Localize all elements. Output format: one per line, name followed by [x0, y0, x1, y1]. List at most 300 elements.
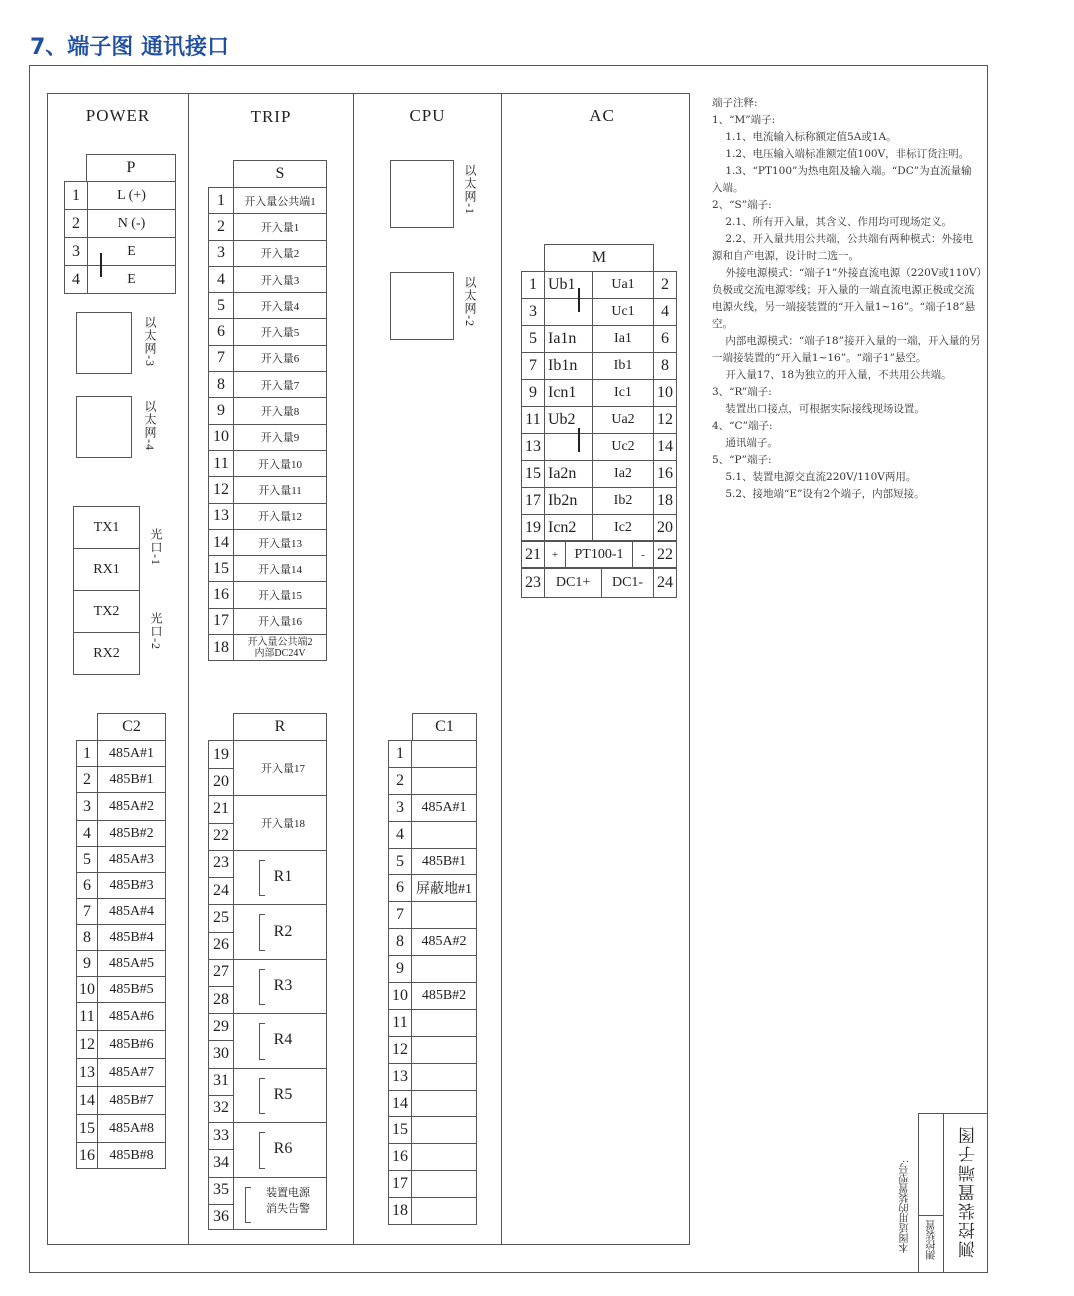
optical-port-block: [73, 506, 140, 675]
ub2-link: [578, 428, 580, 452]
m-dc-row: [521, 567, 677, 598]
column-title-trip: TRIP: [250, 107, 292, 126]
terminal-number: 27: [213, 963, 229, 981]
terminal-label: 开入量公共端1: [234, 188, 327, 214]
row-divider: [209, 932, 233, 933]
note-line: 2.1、所有开入量，其含义、作用均可现场定义。: [712, 216, 953, 228]
terminal-number: 23: [213, 854, 229, 872]
terminal-number: 1: [77, 741, 98, 767]
terminal-number: 4: [654, 299, 677, 326]
terminal-label: Ia2n: [545, 461, 593, 488]
column-title-cpu: CPU: [409, 106, 446, 125]
terminal-label: Ua1: [593, 272, 654, 299]
optical-port-1-label: 光口-1: [149, 528, 163, 566]
terminal-number: 17: [389, 1171, 412, 1198]
terminal-label: [412, 1063, 477, 1090]
ethernet-2-label: 以太网-2: [463, 276, 477, 327]
terminal-number: 15: [77, 1115, 98, 1143]
terminal-label: [412, 1144, 477, 1171]
terminal-label: 485B#4: [98, 925, 166, 951]
c1-row: [389, 875, 477, 902]
c2-row: [77, 1059, 166, 1087]
terminal-label: 屏蔽地#1: [412, 875, 477, 902]
optical-tx2: TX2: [74, 591, 140, 633]
terminal-label: 开入量7: [234, 372, 327, 398]
terminal-label: 485B#2: [412, 983, 477, 1010]
s-row: [209, 345, 327, 371]
terminal-number: 2: [209, 214, 234, 240]
row-divider: [209, 1122, 233, 1123]
divider-cpu-ac: [501, 93, 502, 1245]
terminal-label: E: [88, 238, 176, 266]
terminal-number: 11: [77, 1003, 98, 1031]
ethernet-1-label: 以太网-1: [463, 164, 477, 215]
ethernet-port-2: [390, 272, 454, 340]
row-divider: [209, 795, 233, 796]
m-row: [522, 380, 677, 407]
terminal-number: 14: [654, 434, 677, 461]
relay-label: R3: [273, 976, 293, 994]
relay-label: R1: [273, 868, 293, 886]
terminal-label: [412, 741, 477, 768]
terminal-number: 18: [389, 1198, 412, 1225]
row-divider: [209, 986, 233, 987]
p-row-3: [65, 238, 176, 266]
p-row-4: [65, 266, 176, 294]
terminal-label: 开入量11: [234, 477, 327, 503]
terminal-label: [412, 767, 477, 794]
terminal-label: Ia1: [593, 326, 654, 353]
terminal-label: 开入量9: [234, 424, 327, 450]
terminal-number: 21: [213, 800, 229, 818]
s-row: [209, 503, 327, 529]
c2-row: [77, 1115, 166, 1143]
optical-row: [74, 633, 140, 675]
c2-row: [77, 899, 166, 925]
common-2-label: 开入量公共端2: [247, 636, 313, 648]
terminal-number: 3: [77, 793, 98, 821]
terminal-number: 5: [77, 847, 98, 873]
r-number-divider: [233, 741, 234, 1229]
terminal-label: 开入量14: [234, 556, 327, 582]
terminal-number: 15: [209, 556, 234, 582]
title-block-divider: [943, 1113, 944, 1273]
note-line: 通讯端子。: [712, 437, 778, 449]
terminal-number: 24: [213, 881, 229, 899]
terminal-number: 22: [654, 541, 677, 569]
m-row: [522, 272, 677, 299]
m-row: [522, 434, 677, 461]
terminal-number: 12: [77, 1031, 98, 1059]
terminal-label: Ub1: [545, 272, 593, 299]
terminal-number: 31: [213, 1072, 229, 1090]
terminal-number: 10: [77, 977, 98, 1003]
terminal-number: 15: [389, 1117, 412, 1144]
terminal-label: 开入量5: [234, 319, 327, 345]
terminal-number: 12: [389, 1036, 412, 1063]
terminal-number: 3: [522, 299, 545, 326]
c1-row: [389, 1090, 477, 1117]
terminal-label: [412, 1090, 477, 1117]
s-row: [209, 266, 327, 292]
terminal-label: 485B#3: [98, 873, 166, 899]
c2-row: [77, 767, 166, 793]
dc-plus: DC1+: [545, 568, 602, 598]
terminal-number: 13: [209, 503, 234, 529]
ethernet-port-3: [76, 312, 132, 374]
terminal-number: 34: [213, 1153, 229, 1171]
m-row: [522, 353, 677, 380]
terminal-label: 485A#1: [98, 741, 166, 767]
note-line: 2、“S”端子:: [712, 199, 772, 211]
relay-label: R5: [273, 1085, 293, 1103]
terminal-number: 5: [389, 848, 412, 875]
terminal-number: 7: [77, 899, 98, 925]
c2-block-label: C2: [97, 713, 166, 741]
m-terminal-block: [521, 271, 677, 542]
terminal-number: 3: [65, 238, 88, 266]
terminal-label: Ub2: [545, 407, 593, 434]
row-divider: [209, 768, 233, 769]
internal-dc24v-label: 内部DC24V: [254, 647, 306, 659]
terminal-number: 18: [654, 488, 677, 515]
terminal-label: [545, 299, 593, 326]
p-terminal-block: [64, 181, 176, 294]
terminal-notes: [712, 95, 982, 503]
pt100-plus: +: [545, 541, 566, 569]
relay-label: R4: [273, 1031, 293, 1049]
row-divider: [209, 1013, 233, 1014]
applicable-model-label: 本图适用的装置型号:: [900, 1160, 911, 1253]
terminal-label: Ib2: [593, 488, 654, 515]
c2-row: [77, 977, 166, 1003]
m-row: [522, 515, 677, 542]
terminal-number: 21: [522, 541, 545, 569]
note-line: 2.2、开入量共用公共端，公共端有两种模式：外接电源和自产电源，设计时二选一。: [712, 233, 974, 262]
c2-row: [77, 1143, 166, 1169]
c1-row: [389, 1036, 477, 1063]
note-line: 1.1、电流输入标称额定值5A或1A。: [712, 131, 897, 143]
terminal-number: 4: [65, 266, 88, 294]
terminal-label: 485B#5: [98, 977, 166, 1003]
terminal-number: 8: [209, 372, 234, 398]
c2-row: [77, 951, 166, 977]
terminal-number: 9: [522, 380, 545, 407]
terminal-label: [412, 1117, 477, 1144]
terminal-number: 10: [654, 380, 677, 407]
row-divider: [209, 1204, 233, 1205]
terminal-number: 17: [209, 608, 234, 634]
optical-row: [74, 549, 140, 591]
ethernet-port-1: [390, 160, 454, 228]
terminal-label: [234, 635, 327, 661]
device-name: 测控装置: [927, 1220, 938, 1260]
binary-input-18-label: 开入量18: [261, 817, 305, 830]
terminal-label: Ic2: [593, 515, 654, 542]
c1-row: [389, 956, 477, 983]
optical-row: [74, 507, 140, 549]
ethernet-port-4: [76, 396, 132, 458]
terminal-label: Ib1n: [545, 353, 593, 380]
optical-rx2: RX2: [74, 633, 140, 675]
terminal-label: 485B#2: [98, 821, 166, 847]
terminal-number: 2: [389, 767, 412, 794]
terminal-number: 1: [389, 741, 412, 768]
group-divider: [233, 1177, 327, 1178]
c2-row: [77, 821, 166, 847]
terminal-number: 29: [213, 1017, 229, 1035]
row-divider: [209, 1068, 233, 1069]
terminal-number: 16: [654, 461, 677, 488]
r-block-label: R: [233, 713, 327, 741]
terminal-number: 23: [522, 568, 545, 598]
terminal-number: 2: [654, 272, 677, 299]
p-row-1: [65, 182, 176, 210]
terminal-number: 3: [389, 794, 412, 821]
terminal-label: 开入量16: [234, 608, 327, 634]
row-divider: [209, 959, 233, 960]
c1-row: [389, 1117, 477, 1144]
terminal-label: [412, 1171, 477, 1198]
m-row: [522, 326, 677, 353]
terminal-label: 485B#6: [98, 1031, 166, 1059]
terminal-number: 9: [77, 951, 98, 977]
terminal-label: E: [88, 266, 176, 294]
terminal-label: Uc2: [593, 434, 654, 461]
ethernet-3-label: 以太网-3: [143, 316, 157, 367]
row-divider: [209, 1177, 233, 1178]
terminal-number: 12: [654, 407, 677, 434]
terminal-number: 9: [389, 956, 412, 983]
terminal-number: 4: [389, 821, 412, 848]
terminal-label: 开入量3: [234, 266, 327, 292]
terminal-number: 1: [522, 272, 545, 299]
terminal-label: 485A#7: [98, 1059, 166, 1087]
note-line: 5.1、装置电源交直流220V/110V两用。: [712, 471, 917, 483]
ethernet-4-label: 以太网-4: [143, 400, 157, 451]
terminal-label: [412, 956, 477, 983]
optical-row: [74, 591, 140, 633]
terminal-label: 开入量10: [234, 450, 327, 476]
column-title-ac: AC: [589, 106, 615, 125]
s-block-label: S: [233, 160, 327, 188]
terminal-label: 485A#6: [98, 1003, 166, 1031]
c1-row: [389, 983, 477, 1010]
terminal-number: 3: [209, 240, 234, 266]
row-divider: [209, 850, 233, 851]
terminal-label: [412, 821, 477, 848]
s-row: [209, 450, 327, 476]
note-line: 外接电源模式：“端子1”外接直流电源（220V或110V）负极或交流电源零线；开入量的一端直流电源正极或交流电源火线，另一端接装置的“开入量1~16”。“端子18”悬空。: [712, 267, 982, 330]
terminal-label: [412, 1198, 477, 1225]
terminal-number: 2: [77, 767, 98, 793]
terminal-number: 10: [389, 983, 412, 1010]
terminal-number: 19: [522, 515, 545, 542]
terminal-number: 19: [213, 745, 229, 763]
note-line: 内部电源模式：“端子18”接开入量的一端，开入量的另一端接装置的“开入量1~16”。“端子1”悬空。: [712, 335, 981, 364]
dc-row: [522, 568, 677, 598]
terminal-label: Ib2n: [545, 488, 593, 515]
note-line: 装置出口接点，可根据实际接线现场设置。: [712, 403, 925, 415]
terminal-number: 24: [654, 568, 677, 598]
note-line: 4、“C”端子:: [712, 420, 773, 432]
optical-rx1: RX1: [74, 549, 140, 591]
s-row: [209, 188, 327, 214]
terminal-number: 5: [522, 326, 545, 353]
terminal-label: [545, 434, 593, 461]
terminal-number: 8: [654, 353, 677, 380]
power-loss-alarm-label: [253, 1185, 323, 1217]
terminal-label: 485B#8: [98, 1143, 166, 1169]
terminal-number: 9: [209, 398, 234, 424]
p-block-label: P: [86, 154, 176, 182]
terminal-label: 485A#1: [412, 794, 477, 821]
terminal-label: N (-): [88, 210, 176, 238]
c2-row: [77, 1031, 166, 1059]
s-row: [209, 214, 327, 240]
s-row: [209, 372, 327, 398]
m-row: [522, 488, 677, 515]
terminal-number: 16: [389, 1144, 412, 1171]
terminal-number: 14: [209, 529, 234, 555]
c2-row: [77, 1087, 166, 1115]
terminal-label: Ic1: [593, 380, 654, 407]
terminal-number: 11: [209, 450, 234, 476]
c2-row: [77, 1003, 166, 1031]
terminal-number: 25: [213, 908, 229, 926]
r-terminal-block: [208, 740, 327, 1230]
terminal-label: 开入量6: [234, 345, 327, 371]
terminal-number: 16: [77, 1143, 98, 1169]
m-row: [522, 461, 677, 488]
terminal-number: 5: [209, 293, 234, 319]
terminal-label: 开入量1: [234, 214, 327, 240]
terminal-number: 6: [389, 875, 412, 902]
terminal-label: Ia1n: [545, 326, 593, 353]
c1-row: [389, 821, 477, 848]
divider-power-trip: [188, 93, 189, 1245]
terminal-label: 开入量4: [234, 293, 327, 319]
terminal-number: 35: [213, 1181, 229, 1199]
terminal-number: 4: [77, 821, 98, 847]
terminal-number: 16: [209, 582, 234, 608]
alarm-line-1: 装置电源: [266, 1186, 310, 1199]
note-line: 1、“M”端子:: [712, 114, 776, 126]
c1-row: [389, 1171, 477, 1198]
terminal-number: 18: [209, 635, 234, 661]
s-row: [209, 529, 327, 555]
c2-row: [77, 793, 166, 821]
pt100-row: [522, 541, 677, 569]
s-row: [209, 608, 327, 634]
terminal-label: 485A#4: [98, 899, 166, 925]
terminal-label: [412, 1036, 477, 1063]
c1-row: [389, 1198, 477, 1225]
binary-input-17-label: 开入量17: [261, 763, 305, 776]
terminal-label: 485A#3: [98, 847, 166, 873]
divider-trip-cpu: [353, 93, 354, 1245]
terminal-label: Icn2: [545, 515, 593, 542]
alarm-contact-icon: [245, 1187, 251, 1223]
terminal-number: 10: [209, 424, 234, 450]
terminal-label: 485B#1: [412, 848, 477, 875]
title-block-hline: [918, 1215, 943, 1216]
terminal-number: 26: [213, 936, 229, 954]
row-divider: [209, 1095, 233, 1096]
c2-terminal-block: [76, 740, 166, 1169]
p-row-2: [65, 210, 176, 238]
relay-label: R6: [273, 1140, 293, 1158]
note-line: 1.2、电压输入端标准额定值100V，非标订货注明。: [712, 148, 970, 160]
c1-row: [389, 1009, 477, 1036]
terminal-number: 6: [77, 873, 98, 899]
s-row: [209, 240, 327, 266]
terminal-label: 开入量12: [234, 503, 327, 529]
s-row: [209, 424, 327, 450]
optical-tx1: TX1: [74, 507, 140, 549]
terminal-label: 开入量2: [234, 240, 327, 266]
pt100-label: PT100-1: [566, 541, 633, 569]
note-line: 5.2、接地端“E”设有2个端子，内部短接。: [712, 488, 925, 500]
terminal-label: 485A#2: [98, 793, 166, 821]
relay-label: R2: [273, 922, 293, 940]
terminal-label: Icn1: [545, 380, 593, 407]
terminal-label: L (+): [88, 182, 176, 210]
s-row: [209, 398, 327, 424]
optical-port-2-label: 光口-2: [149, 612, 163, 650]
terminal-number: 1: [209, 188, 234, 214]
terminal-number: 13: [522, 434, 545, 461]
m-row: [522, 299, 677, 326]
terminal-number: 30: [213, 1045, 229, 1063]
terminal-number: 15: [522, 461, 545, 488]
note-line: 1.3、“PT100”为热电阻及输入端。“DC”为直流量输入端。: [712, 165, 972, 194]
s-row: [209, 319, 327, 345]
c1-row: [389, 767, 477, 794]
terminal-label: Ia2: [593, 461, 654, 488]
note-line: 5、“P”端子:: [712, 454, 772, 466]
c1-row: [389, 902, 477, 929]
c1-row: [389, 794, 477, 821]
terminal-number: 11: [522, 407, 545, 434]
terminal-label: 485A#2: [412, 929, 477, 956]
terminal-label: 485B#7: [98, 1087, 166, 1115]
terminal-number: 8: [77, 925, 98, 951]
pt100-minus: -: [633, 541, 654, 569]
c1-row: [389, 929, 477, 956]
s-terminal-block: [208, 187, 327, 661]
note-line: 端子注释:: [712, 97, 758, 109]
earth-short-link: [100, 253, 102, 277]
terminal-number: 22: [213, 827, 229, 845]
terminal-label: 开入量13: [234, 529, 327, 555]
c1-row: [389, 741, 477, 768]
terminal-number: 7: [522, 353, 545, 380]
row-divider: [209, 877, 233, 878]
terminal-number: 33: [213, 1126, 229, 1144]
terminal-number: 13: [389, 1063, 412, 1090]
terminal-label: Ib1: [593, 353, 654, 380]
terminal-number: 28: [213, 990, 229, 1008]
row-divider: [209, 823, 233, 824]
terminal-number: 6: [654, 326, 677, 353]
terminal-label: 开入量8: [234, 398, 327, 424]
terminal-label: [412, 1009, 477, 1036]
m-block-label: M: [544, 244, 654, 272]
terminal-number: 2: [65, 210, 88, 238]
terminal-number: 4: [209, 266, 234, 292]
row-divider: [209, 904, 233, 905]
